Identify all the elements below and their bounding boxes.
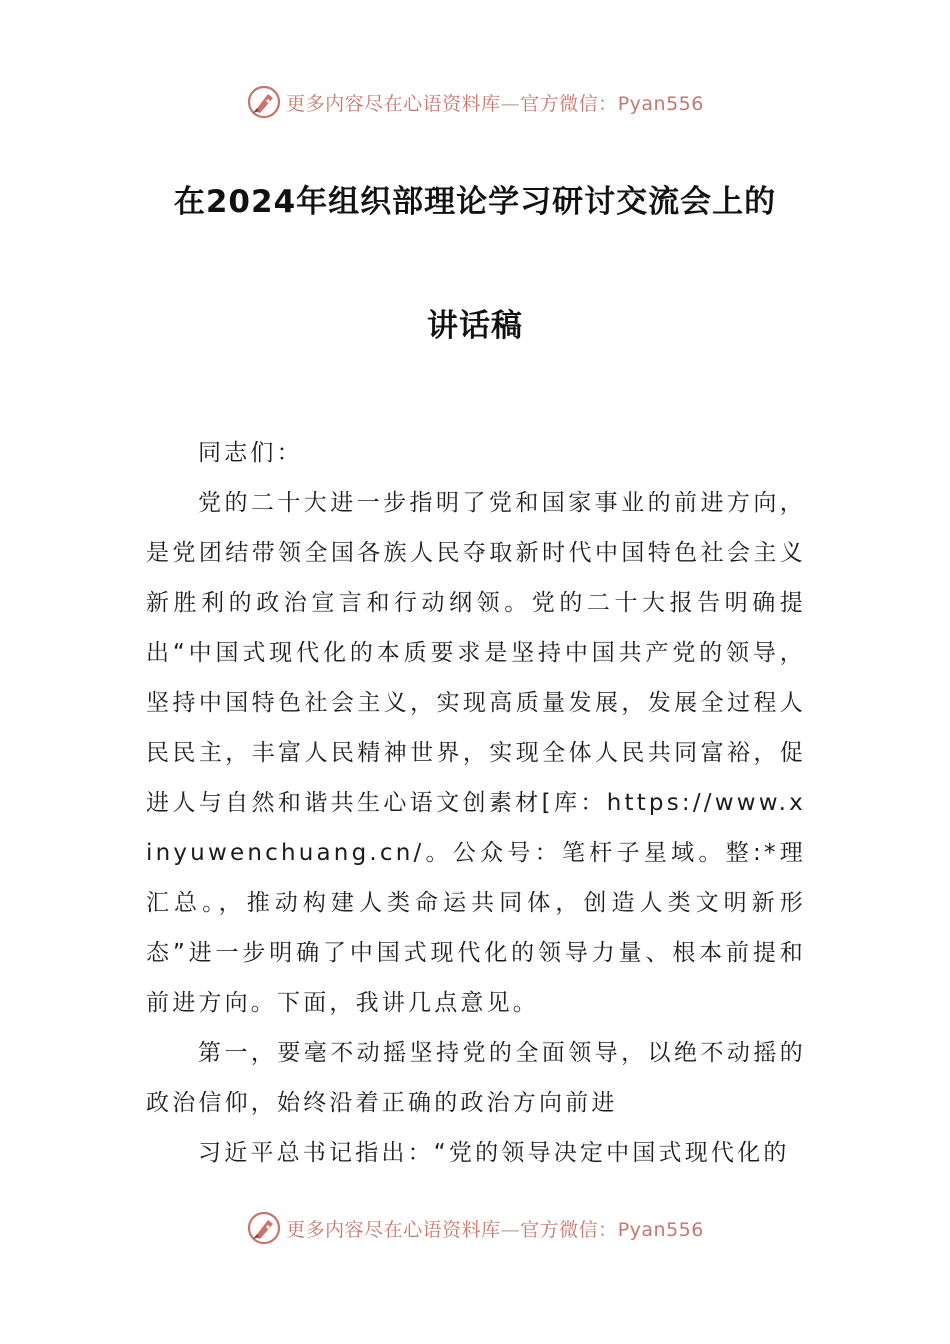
document-title-line1: 在2024年组织部理论学习研讨交流会上的 <box>173 184 777 220</box>
watermark-text <box>286 1215 704 1242</box>
watermark-wechat-id: Pyan556 <box>617 92 704 115</box>
document-body <box>146 428 806 1178</box>
watermark-text <box>286 89 704 116</box>
pen-nib-logo-icon <box>246 1210 282 1246</box>
watermark-separator: — <box>500 1218 521 1241</box>
watermark-site-text: 更多内容尽在心语资料库 <box>286 1218 501 1241</box>
header-watermark <box>0 82 950 122</box>
watermark-wechat-id: Pyan556 <box>617 1218 704 1241</box>
footer-watermark <box>0 1208 950 1248</box>
paragraph: 习近平总书记指出：“党的领导决定中国式现代化的 <box>198 1140 790 1166</box>
watermark-separator: — <box>500 92 521 115</box>
watermark-wechat-label: 官方微信： <box>520 1218 618 1241</box>
watermark-wechat-label: 官方微信： <box>520 92 618 115</box>
watermark-site-text: 更多内容尽在心语资料库 <box>286 92 501 115</box>
document-title-line2: 讲话稿 <box>427 308 523 344</box>
paragraph: 党的二十大进一步指明了党和国家事业的前进方向，是党团结带领全国各族人民夺取新时代中国特色社会主义新胜利的政治宣言和行动纲领。党的二十大报告明确提出“中国式现代化的本质要求是坚持中国共产党的领导，坚持中国特色社会主义，实现高质量发展，发展全过程人民民主，丰富人民精神世界，实现全体人民共同富裕，促进人与自然和谐共生心语文创素材[库：https://www.xinyuwenchuang.cn/。公众号：笔杆子星域。整:*理汇总。，推动构建人类命运共同体，创造人类文明新形态”进一步明确了中国式现代化的领导力量、根本前提和前进方向。下面，我讲几点意见。 <box>146 490 806 1016</box>
greeting: 同志们： <box>198 440 303 466</box>
pen-nib-logo-icon <box>246 84 282 120</box>
section-heading: 第一，要毫不动摇坚持党的全面领导，以绝不动摇的政治信仰，始终沿着正确的政治方向前进 <box>146 1040 806 1116</box>
